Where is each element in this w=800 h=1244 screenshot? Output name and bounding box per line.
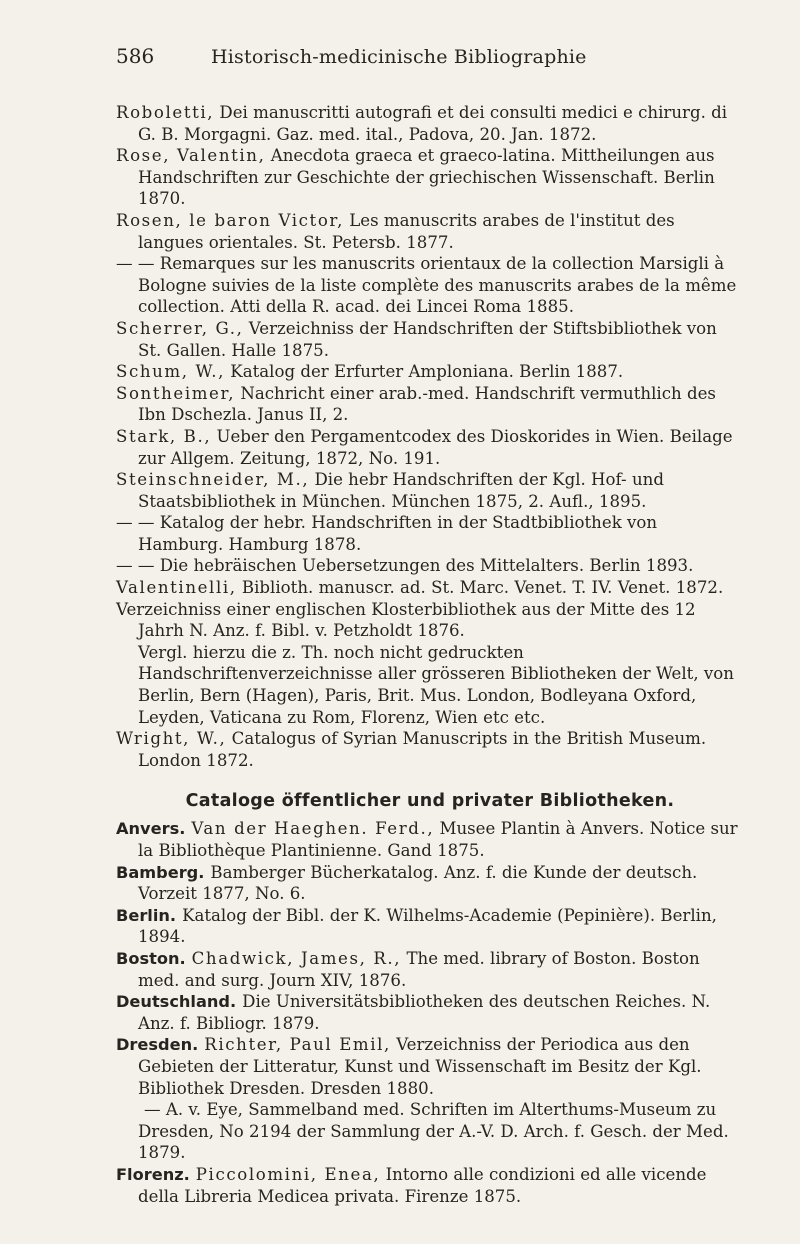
entry-author: Rose, Valentin, [116, 146, 266, 166]
entry-text: — — Katalog der hebr. Handschriften in der Stadtbibliothek von Hamburg. Hamburg 1878. [116, 513, 658, 554]
entry-city: Berlin. [116, 905, 177, 925]
catalog-entry [116, 1034, 744, 1099]
entry-author: Scherrer, G., [116, 318, 244, 338]
bibliography-entry [116, 469, 744, 512]
catalog-entry [116, 862, 744, 905]
section-title: Cataloge öffentlicher und privater Bibliotheken. [185, 791, 675, 812]
entry-author: Richter, Paul Emil, [204, 1035, 391, 1055]
catalog-entry [116, 1164, 744, 1207]
entry-text: Die hebr Handschriften der Kgl. Hof- und Staatsbibliothek in München. München 1875, 2. Aufl., 1895. [138, 470, 664, 511]
entry-author: Stark, B., [116, 426, 212, 446]
entry-author: Steinschneider, M., [116, 470, 310, 490]
bibliography-entry [116, 145, 744, 210]
page-number: 586 [116, 44, 155, 68]
entry-text: The med. library of Boston. Boston med. and surg. Journ XIV, 1876. [138, 948, 700, 990]
catalog-entry [116, 991, 744, 1034]
bibliography-entry [116, 512, 744, 555]
entry-text: Katalog der Erfurter Amploniana. Berlin 1887. [225, 362, 624, 382]
entry-text: — A. v. Eye, Sammelband med. Schriften im Alterthums-Museum zu Dresden, No 2194 der Sammlung der A.-V. D. Arch. f. Gesch. der Med. 1879. [138, 1100, 729, 1163]
entry-author: Rosen, le baron Victor, [116, 210, 344, 230]
entry-text: Nachricht einer arab.-med. Handschrift vermuthlich des Ibn Dschezla. Janus II, 2. [138, 383, 716, 425]
entry-text: Katalog der Bibl. der K. Wilhelms-Academie (Pepinière). Berlin, 1894. [138, 905, 717, 947]
catalog-entry [116, 948, 744, 991]
entry-text: Dei manuscritti autografi et dei consulti medici e chirurg. di G. B. Morgagni. Gaz. med. ital., Padova, 20. Jan. 1872. [138, 103, 728, 144]
bibliography-entry [116, 253, 744, 318]
catalog-entry [116, 905, 744, 948]
entry-city: Anvers. [116, 819, 186, 839]
entry-text: — — Die hebräischen Uebersetzungen des Mittelalters. Berlin 1893. [116, 556, 694, 576]
bibliography-entry [116, 102, 744, 145]
entry-text: — — Remarques sur les manuscrits orientaux de la collection Marsigli à Bologne suivies de la liste complète des manuscrits arabes de la même collection. Atti della R. acad. dei Lincei Roma 1885. [116, 254, 737, 317]
entry-author: Wright, W., [116, 729, 227, 749]
running-head: Historisch-medicinische Bibliographie [211, 46, 587, 68]
entry-text: Verzeichniss der Handschriften der Stiftsbibliothek von St. Gallen. Halle 1875. [138, 318, 717, 360]
catalog-list [116, 818, 744, 1207]
entry-city: Deutschland. [116, 992, 237, 1012]
bibliography-entry [116, 728, 744, 771]
bibliography-entry [116, 555, 744, 577]
entry-author: Van der Haeghen. Ferd., [191, 819, 435, 839]
bibliography-entry [116, 210, 744, 253]
entry-text: Musee Plantin à Anvers. Notice sur la Bibliothèque Plantinienne. Gand 1875. [138, 819, 738, 860]
entry-author: Sontheimer, [116, 383, 236, 403]
bibliography-entry [116, 318, 744, 361]
entry-text: Ueber den Pergamentcodex des Dioskorides in Wien. Beilage zur Allgem. Zeitung, 1872, No. 191. [138, 426, 733, 468]
entry-text: Die Universitätsbibliotheken des deutschen Reiches. N. Anz. f. Bibliogr. 1879. [138, 992, 711, 1033]
entry-author: Chadwick, James, R., [191, 948, 402, 968]
entry-city: Florenz. [116, 1164, 190, 1184]
bibliography-entry [116, 361, 744, 383]
entry-text: Verzeichniss einer englischen Klosterbibliothek aus der Mitte des 12 Jahrh N. Anz. f. Bibl. v. Petzholdt 1876. [116, 599, 696, 641]
entry-text: Bamberger Bücherkatalog. Anz. f. die Kunde der deutsch. Vorzeit 1877, No. 6. [138, 862, 698, 904]
entry-text: Verzeichniss der Periodica aus den Gebieten der Litteratur, Kunst und Wissenschaft im Besitz der Kgl. Bibliothek Dresden. Dresden 1880. [138, 1035, 702, 1098]
bibliography-list [116, 102, 744, 771]
bibliography-entry [116, 577, 744, 599]
entry-text: Anecdota graeca et graeco-latina. Mittheilungen aus Handschriften zur Geschichte der griechischen Wissenschaft. Berlin 1870. [138, 146, 715, 209]
entry-text: Vergl. hierzu die z. Th. noch nicht gedruckten Handschriftenverzeichnisse aller grösseren Bibliotheken der Welt, von Berlin, Bern (Hagen), Paris, Brit. Mus. London, Bodleyana Oxford, Leyden, Vaticana zu Rom, Florenz, Wien etc etc. [138, 642, 734, 727]
entry-text: Intorno alle condizioni ed alle vicende della Libreria Medicea privata. Firenze 1875. [138, 1164, 707, 1206]
page-header [116, 44, 744, 94]
bibliography-note [116, 642, 744, 728]
catalog-sub-entry [116, 1099, 744, 1164]
entry-text: Catalogus of Syrian Manuscripts in the British Museum. London 1872. [138, 729, 707, 770]
catalog-entry [116, 818, 744, 861]
entry-author: Schum, W., [116, 362, 226, 382]
bibliography-entry [116, 426, 744, 469]
entry-text: Les manuscrits arabes de l'institut des langues orientales. St. Petersb. 1877. [138, 210, 675, 252]
bibliography-entry [116, 383, 744, 426]
entry-city: Boston. [116, 948, 186, 968]
entry-text: Biblioth. manuscr. ad. St. Marc. Venet. T. IV. Venet. 1872. [236, 578, 724, 598]
entry-author: Piccolomini, Enea, [195, 1164, 381, 1184]
entry-author: Roboletti, [116, 103, 215, 122]
entry-city: Bamberg. [116, 862, 205, 882]
bibliography-entry [116, 599, 744, 642]
entry-author: Valentinelli, [116, 578, 237, 598]
entry-city: Dresden. [116, 1035, 199, 1055]
